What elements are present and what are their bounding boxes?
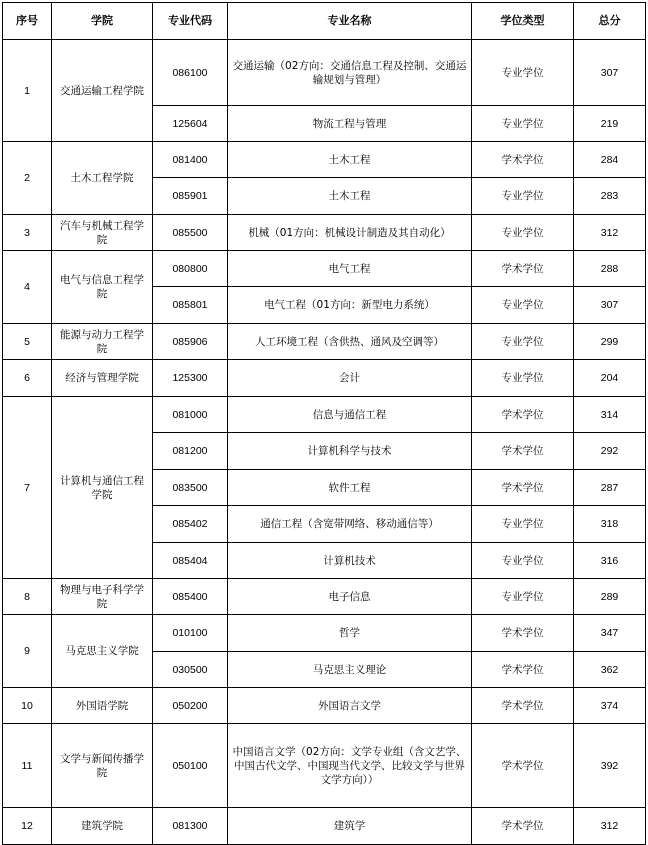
cell-score: 312: [574, 215, 646, 251]
header-major: 专业名称: [228, 3, 472, 40]
cell-seq: 9: [3, 615, 52, 688]
table-body: [3, 40, 646, 845]
cell-score: 362: [574, 652, 646, 688]
cell-major: 交通运输（02方向：交通信息工程及控制、交通运输规划与管理）: [228, 40, 472, 106]
cell-code: 125300: [153, 360, 228, 397]
cell-score: 392: [574, 724, 646, 808]
cell-score: 307: [574, 287, 646, 324]
cell-degree: 学术学位: [472, 470, 574, 506]
cell-major: 中国语言文学（02方向：文学专业组（含文艺学、中国古代文学、中国现当代文学、比较文学与世界文学方向））: [228, 724, 472, 808]
cell-code: 085400: [153, 579, 228, 615]
cell-school: 汽车与机械工程学院: [52, 215, 153, 251]
cell-degree: 学术学位: [472, 397, 574, 433]
cell-seq: 11: [3, 724, 52, 808]
cell-major: 物流工程与管理: [228, 106, 472, 142]
header-code: 专业代码: [153, 3, 228, 40]
cell-code: 080800: [153, 251, 228, 287]
cell-score: 287: [574, 470, 646, 506]
cell-school: 外国语学院: [52, 688, 153, 724]
cell-degree: 专业学位: [472, 324, 574, 360]
table-row: [3, 579, 646, 615]
cell-degree: 学术学位: [472, 724, 574, 808]
cell-degree: 专业学位: [472, 506, 574, 543]
cell-degree: 专业学位: [472, 40, 574, 106]
cell-degree: 学术学位: [472, 808, 574, 845]
cell-school: 交通运输工程学院: [52, 40, 153, 142]
cell-seq: 10: [3, 688, 52, 724]
cell-school: 土木工程学院: [52, 142, 153, 215]
header-degree: 学位类型: [472, 3, 574, 40]
cell-seq: 7: [3, 397, 52, 579]
cell-degree: 专业学位: [472, 287, 574, 324]
score-table: [2, 2, 646, 845]
table-row: [3, 142, 646, 178]
cell-major: 建筑学: [228, 808, 472, 845]
cell-code: 050100: [153, 724, 228, 808]
header-school: 学院: [52, 3, 153, 40]
cell-major: 通信工程（含宽带网络、移动通信等）: [228, 506, 472, 543]
cell-score: 347: [574, 615, 646, 652]
cell-code: 086100: [153, 40, 228, 106]
cell-seq: 4: [3, 251, 52, 324]
cell-degree: 专业学位: [472, 106, 574, 142]
cell-score: 307: [574, 40, 646, 106]
cell-score: 312: [574, 808, 646, 845]
cell-seq: 1: [3, 40, 52, 142]
cell-score: 316: [574, 543, 646, 579]
table-row: [3, 397, 646, 433]
cell-school: 能源与动力工程学院: [52, 324, 153, 360]
cell-school: 物理与电子科学学院: [52, 579, 153, 615]
header-score: 总分: [574, 3, 646, 40]
cell-code: 081200: [153, 433, 228, 470]
cell-major: 会计: [228, 360, 472, 397]
cell-degree: 学术学位: [472, 652, 574, 688]
table-row: [3, 40, 646, 106]
cell-score: 318: [574, 506, 646, 543]
cell-major: 电气工程（01方向：新型电力系统）: [228, 287, 472, 324]
cell-school: 电气与信息工程学院: [52, 251, 153, 324]
cell-major: 计算机科学与技术: [228, 433, 472, 470]
cell-seq: 8: [3, 579, 52, 615]
table-row: [3, 251, 646, 287]
cell-code: 085500: [153, 215, 228, 251]
table-row: [3, 808, 646, 845]
cell-score: 314: [574, 397, 646, 433]
header-seq: 序号: [3, 3, 52, 40]
table-row: [3, 615, 646, 652]
cell-major: 土木工程: [228, 142, 472, 178]
cell-code: 010100: [153, 615, 228, 652]
cell-score: 299: [574, 324, 646, 360]
cell-major: 马克思主义理论: [228, 652, 472, 688]
cell-major: 计算机技术: [228, 543, 472, 579]
cell-degree: 学术学位: [472, 688, 574, 724]
cell-major: 信息与通信工程: [228, 397, 472, 433]
cell-code: 083500: [153, 470, 228, 506]
header-row: [3, 3, 646, 40]
cell-degree: 专业学位: [472, 543, 574, 579]
cell-score: 204: [574, 360, 646, 397]
cell-degree: 学术学位: [472, 251, 574, 287]
cell-school: 文学与新闻传播学院: [52, 724, 153, 808]
cell-score: 374: [574, 688, 646, 724]
cell-degree: 专业学位: [472, 360, 574, 397]
table-header: [3, 3, 646, 40]
cell-school: 马克思主义学院: [52, 615, 153, 688]
cell-school: 计算机与通信工程学院: [52, 397, 153, 579]
cell-major: 哲学: [228, 615, 472, 652]
cell-code: 085901: [153, 178, 228, 215]
cell-seq: 12: [3, 808, 52, 845]
cell-degree: 学术学位: [472, 142, 574, 178]
cell-code: 125604: [153, 106, 228, 142]
cell-code: 030500: [153, 652, 228, 688]
cell-school: 经济与管理学院: [52, 360, 153, 397]
cell-major: 电气工程: [228, 251, 472, 287]
cell-major: 软件工程: [228, 470, 472, 506]
cell-seq: 2: [3, 142, 52, 215]
cell-score: 219: [574, 106, 646, 142]
cell-major: 土木工程: [228, 178, 472, 215]
cell-major: 人工环境工程（含供热、通风及空调等）: [228, 324, 472, 360]
cell-code: 081000: [153, 397, 228, 433]
cell-degree: 学术学位: [472, 433, 574, 470]
cell-score: 292: [574, 433, 646, 470]
cell-code: 081400: [153, 142, 228, 178]
cell-seq: 6: [3, 360, 52, 397]
cell-score: 289: [574, 579, 646, 615]
cell-code: 085404: [153, 543, 228, 579]
table-row: [3, 688, 646, 724]
cell-degree: 专业学位: [472, 215, 574, 251]
cell-degree: 学术学位: [472, 615, 574, 652]
cell-score: 288: [574, 251, 646, 287]
cell-major: 外国语言文学: [228, 688, 472, 724]
cell-code: 085402: [153, 506, 228, 543]
cell-code: 081300: [153, 808, 228, 845]
table-row: [3, 215, 646, 251]
cell-score: 283: [574, 178, 646, 215]
cell-code: 085801: [153, 287, 228, 324]
table-row: [3, 360, 646, 397]
cell-seq: 3: [3, 215, 52, 251]
cell-degree: 专业学位: [472, 178, 574, 215]
cell-major: 电子信息: [228, 579, 472, 615]
cell-major: 机械（01方向：机械设计制造及其自动化）: [228, 215, 472, 251]
cell-degree: 专业学位: [472, 579, 574, 615]
cell-seq: 5: [3, 324, 52, 360]
table-row: [3, 724, 646, 808]
cell-score: 284: [574, 142, 646, 178]
cell-code: 085906: [153, 324, 228, 360]
table-row: [3, 324, 646, 360]
cell-school: 建筑学院: [52, 808, 153, 845]
cell-code: 050200: [153, 688, 228, 724]
